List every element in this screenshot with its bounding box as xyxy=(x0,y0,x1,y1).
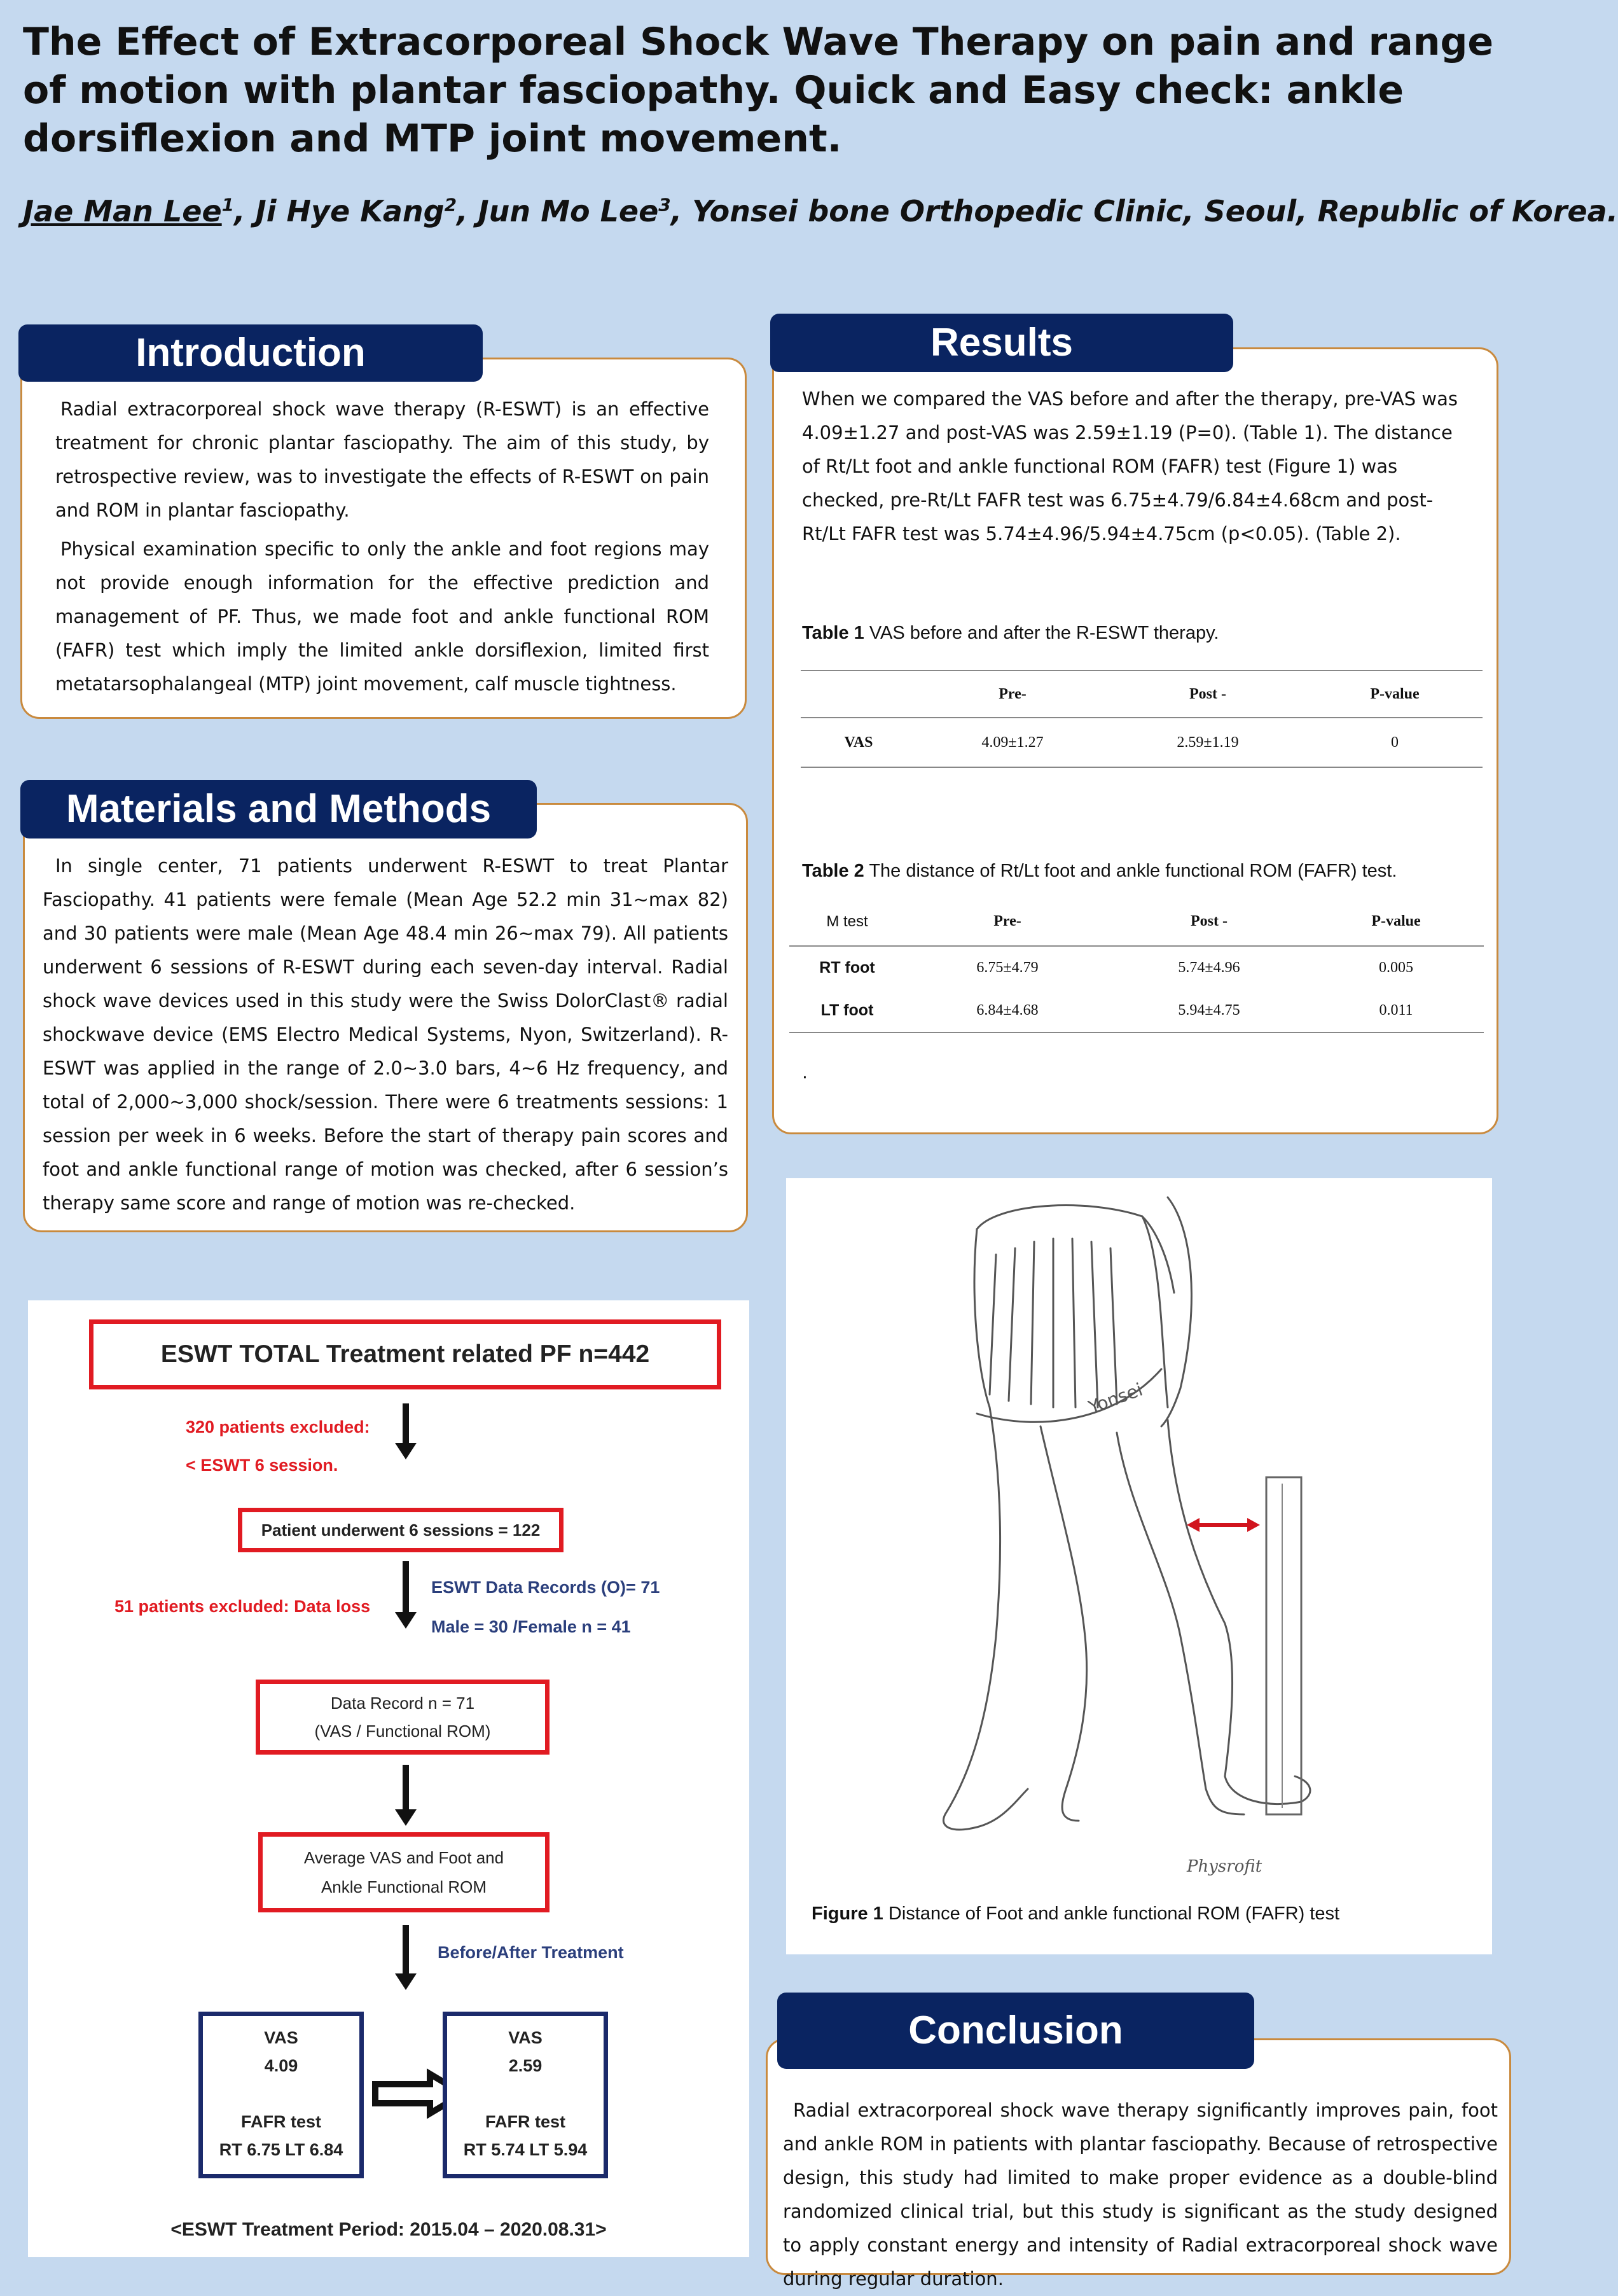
introduction-heading: Introduction xyxy=(18,324,483,382)
table-1 xyxy=(801,670,1483,768)
flow-average-box: Average VAS and Foot and Ankle Functional ROM xyxy=(258,1832,550,1912)
artist-signature: Physrofit xyxy=(1187,1857,1262,1876)
trailing-dot: . xyxy=(802,1062,808,1083)
table-row: LT foot 6.84±4.68 5.94±4.75 0.011 xyxy=(789,989,1484,1033)
author-line: Jae Man Lee$^1$, Ji Hye Kang$^2$, Jun Mo Lee$^3$, Yonsei bone Orthopedic Clinic, Seoul, Republic of Korea. xyxy=(23,194,1618,228)
methods-text: In single center, 71 patients underwent R-ESWT to treat Plantar Fasciopathy. 41 patients were female (Mean Age 52.2 min 31~max 82) and 30 patients were male (Mean Age 48.4 min 26~max 79). All patients underwent 6 sessions of R-ESWT during each seven-day interval. Radial shock wave devices used in this study were the Swiss DolorClast® radial shockwave device (EMS Electro Medical Systems, Nyon, Switzerland). R-ESWT was applied in the range of 2.0~3.0 bars, 4~6 Hz frequency, and total of 2,000~3,000 shock/session. There were 6 treatments sessions: 1 session per week in 6 weeks. Before the start of therapy pain scores and foot and ankle functional range of motion was checked, after 6 session’s therapy same score and range of motion was re-checked. xyxy=(43,855,728,1214)
flow-sessions-box: Patient underwent 6 sessions = 122 xyxy=(238,1508,564,1552)
intro-paragraph-2: Physical examination specific to only the ankle and foot regions may not provide enough information for the effective prediction and management of PF. Thus, we made foot and ankle functional ROM (FAFR) test which imply the limited ankle dorsiflexion, limited first metatarsophalangeal (MTP) joint movement, calf muscle tightness. xyxy=(55,538,709,695)
results-text: When we compared the VAS before and after the therapy, pre-VAS was 4.09±1.27 and post-VAS was 2.59±1.19 (P=0). (Table 1). The distance of Rt/Lt foot and ankle functional ROM (FAFR) test (Figure 1) was checked, pre-Rt/Lt FAFR test was 6.75±4.79/6.84±4.68cm and post-Rt/Lt FAFR test was 5.74±4.96/5.94±4.75cm (p<0.05). (Table 2). xyxy=(802,388,1458,545)
table-header-row: Pre- Post - P-value xyxy=(801,671,1483,718)
table-header-row: M test Pre- Post - P-value xyxy=(789,898,1484,946)
treatment-period: <ESWT Treatment Period: 2015.04 – 2020.08.31> xyxy=(170,2219,607,2240)
author-2: , Ji Hye Kang xyxy=(234,194,445,228)
after-treatment-box: VAS 2.59 FAFR test RT 5.74 LT 5.94 xyxy=(443,2012,608,2178)
shorts-logo: Yonsei xyxy=(1086,1379,1145,1418)
methods-section xyxy=(23,803,748,1232)
records-label: ESWT Data Records (O)= 71 xyxy=(431,1578,660,1597)
excluded-data-loss-label: 51 patients excluded: Data loss xyxy=(114,1597,371,1616)
before-treatment-box: VAS 4.09 FAFR test RT 6.75 LT 6.84 xyxy=(198,2012,364,2178)
intro-paragraph-1: Radial extracorporeal shock wave therapy (R-ESWT) is an effective treatment for chronic plantar fasciopathy. The aim of this study, by retrospective review, was to investigate the effects of R-ESWT on pain and ROM in plantar fasciopathy. xyxy=(55,398,709,521)
table-2 xyxy=(789,898,1484,1033)
flow-total-box: ESWT TOTAL Treatment related PF n=442 xyxy=(89,1319,721,1389)
conclusion-heading: Conclusion xyxy=(777,1993,1254,2069)
table-row: RT foot 6.75±4.79 5.74±4.96 0.005 xyxy=(819,959,1413,977)
poster-title: The Effect of Extracorporeal Shock Wave Therapy on pain and range of motion with plantar fasciopathy. Quick and Easy check: ankle dorsiflexion and MTP joint movement. xyxy=(23,20,1494,161)
results-heading: Results xyxy=(770,314,1233,372)
figure-1 xyxy=(786,1178,1492,1954)
excluded-session-reason: < ESWT 6 session. xyxy=(186,1456,338,1475)
flowchart-figure xyxy=(28,1300,749,2257)
introduction-section xyxy=(20,358,747,719)
table-row: VAS 4.09±1.27 2.59±1.19 0 xyxy=(801,718,1483,767)
table1-caption: Table 1 VAS before and after the R-ESWT therapy. xyxy=(802,623,1219,643)
table2-caption: Table 2 The distance of Rt/Lt foot and ankle functional ROM (FAFR) test. xyxy=(802,861,1397,881)
results-section xyxy=(772,347,1498,1134)
before-after-label: Before/After Treatment xyxy=(438,1943,624,1962)
methods-heading: Materials and Methods xyxy=(20,780,537,838)
fafr-test-drawing xyxy=(786,1178,1492,1876)
excluded-session-label: 320 patients excluded: xyxy=(186,1417,370,1437)
figure1-caption: Figure 1 Distance of Foot and ankle functional ROM (FAFR) test xyxy=(812,1903,1340,1924)
author-1: Jae Man Lee xyxy=(23,194,222,228)
conclusion-text: Radial extracorporeal shock wave therapy significantly improves pain, foot and ankle ROM in patients with plantar fasciopathy. Because of retrospective design, this study had limited to make proper evidence as a double-blind randomized clinical trial, but this study is significant as the study designed to apply constant energy and intensity of Radial extracorporeal shock wave during regular duration. xyxy=(783,2099,1498,2290)
gender-split-label: Male = 30 /Female n = 41 xyxy=(431,1617,631,1636)
affiliation: , Yonsei bone Orthopedic Clinic, Seoul, Republic of Korea. xyxy=(670,194,1618,228)
flow-data-record-box: Data Record n = 71 (VAS / Functional ROM) xyxy=(256,1680,550,1755)
conclusion-section xyxy=(766,2038,1511,2290)
author-3: , Jun Mo Lee xyxy=(457,194,659,228)
